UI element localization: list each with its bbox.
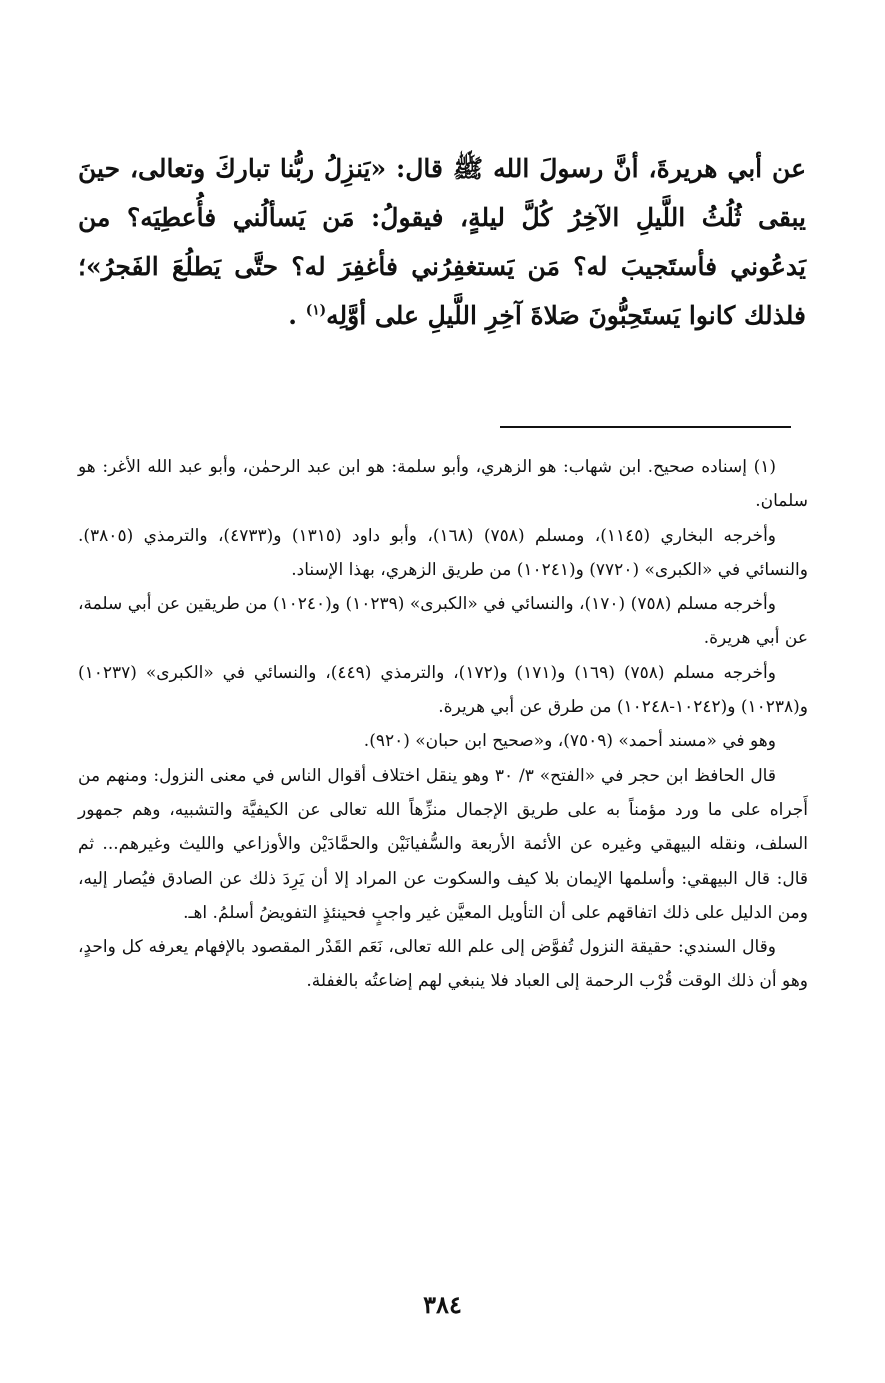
footnote-1: (١) إسناده صحيح. ابن شهاب: هو الزهري، وأبو سلمة: هو ابن عبد الرحمٰن، وأبو عبد الله الأغر: هو سلمان. xyxy=(78,457,808,512)
footnote-paragraph-7: وقال السندي: حقيقة النزول تُفوَّض إلى علم الله تعالى، نَعَم القَدْر المقصود بالإفهام يعرفه كل واحدٍ، وهو أن ذلك الوقت قُرْب الرحمة إلى العباد فلا ينبغي لهم إضاعتُه بالغفلة. xyxy=(78,937,808,992)
footnote-marker: (١) xyxy=(305,302,327,319)
page-number: ٣٨٤ xyxy=(423,1290,462,1319)
footnote-paragraph-3: وأخرجه مسلم (٧٥٨) (١٧٠)، والنسائي في «الكبرى» (١٠٢٣٩) و(١٠٢٤٠) من طريقين عن أبي سلمة، عن أبي هريرة. xyxy=(78,594,808,649)
footnote-paragraph-5: وهو في «مسند أحمد» (٧٥٠٩)، و«صحيح ابن حبان» (٩٢٠). xyxy=(363,731,776,752)
footnote-paragraph-4: وأخرجه مسلم (٧٥٨) (١٦٩) و(١٧١) و(١٧٢)، والترمذي (٤٤٩)، والنسائي في «الكبرى» (١٠٢٣٧) و(١٠٢٣٨) و(١٠٢٤٢-١٠٢٤٨) من طرق عن أبي هريرة. xyxy=(78,662,808,718)
footnotes xyxy=(78,450,808,999)
hadith-text xyxy=(78,144,806,340)
footnote-paragraph-6: قال الحافظ ابن حجر في «الفتح» ٣/ ٣٠ وهو ينقل اختلاف أقوال الناس في معنى النزول: ومنهم من أَجراه على ما ورد مؤمناً به على طريق الإجمال منزِّهاً الله تعالى عن الكيفيَّة والتشبيه، وهم جمهور السلف، ونقله البيهقي وغيره عن الأئمة الأربعة والسُّفيانَيْن والحمَّادَيْن والأوزاعي والليث وغيرهم... ثم قال: قال البيهقي: وأسلمها الإيمان بلا كيف والسكوت عن المراد إلا أن يَرِدَ ذلك عن الصادق فيُصار إليه، ومن الدليل على ذلك اتفاقهم على أن التأويل المعيَّن غير واجبٍ فحينئذٍ التفويضُ أسلمُ. اهـ. xyxy=(78,765,808,923)
hadith-body: عن أبي هريرةَ، أنَّ رسولَ الله ﷺ قال: «يَنزِلُ ربُّنا تباركَ وتعالى، حينَ يبقى ثُلُثُ اللَّيلِ الآخِرُ كُلَّ ليلةٍ، فيقولُ: مَن يَسألُني فأُعطِيَه؟ من يَدعُوني فأستَجيبَ له؟ مَن يَستغفِرُني فأغفِرَ له؟ حتَّى يَطلُعَ الفَجرُ»؛ فلذلك كانوا يَستَحِبُّونَ صَلاةَ آخِرِ اللَّيلِ على أوَّلِه xyxy=(78,154,806,330)
hadith-end: . xyxy=(288,301,297,330)
footnote-separator xyxy=(500,426,791,428)
footnote-paragraph-2: وأخرجه البخاري (١١٤٥)، ومسلم (٧٥٨) (١٦٨)، وأبو داود (١٣١٥) و(٤٧٣٣)، والترمذي (٣٨٠٥). والنسائي في «الكبرى» (٧٧٢٠) و(١٠٢٤١) من طريق الزهري، بهذا الإسناد. xyxy=(78,525,808,580)
